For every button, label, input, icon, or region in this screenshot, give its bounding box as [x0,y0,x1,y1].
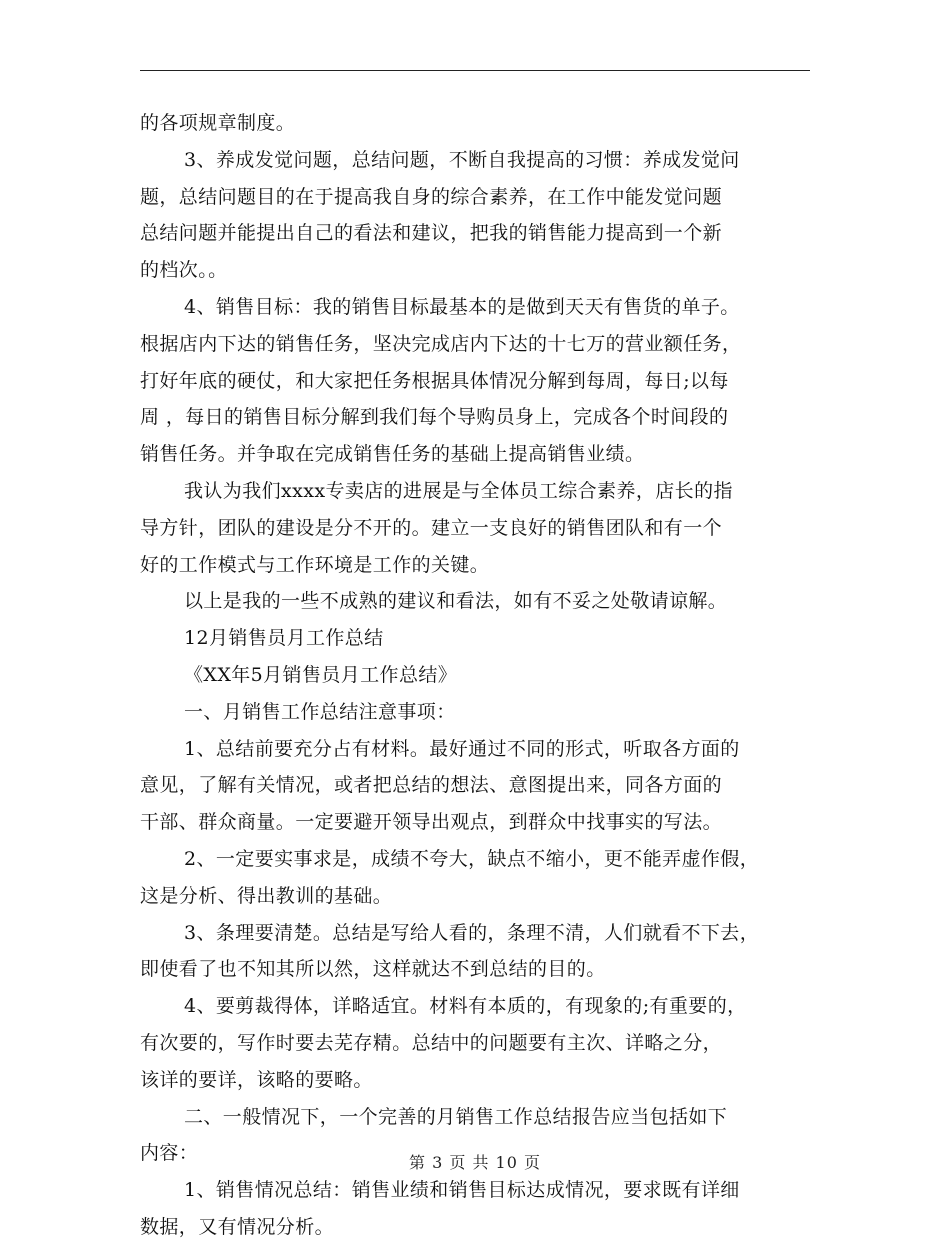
text-line: 4、销售目标：我的销售目标最基本的是做到天天有售货的单子。 [184,295,740,318]
text-line: 有次要的，写作时要去芜存精。总结中的问题要有主次、详略之分， [140,1031,723,1054]
text-line: 12月销售员月工作总结 [184,627,384,650]
text-line: 打好年底的硬仗，和大家把任务根据具体情况分解到每周，每日;以每 [140,369,729,392]
text-line: 内容： [140,1142,199,1165]
document-body [140,105,810,1246]
text-line: 以上是我的一些不成熟的建议和看法，如有不妥之处敬请谅解。 [184,590,728,613]
text-line: 好的工作模式与工作环境是工作的关键。 [140,553,490,576]
text-line: 导方针，团队的建设是分不开的。建立一支良好的销售团队和有一个 [140,516,723,539]
text-line: 数据，又有情况分析。 [140,1215,335,1238]
page-number: 第 3 页 共 10 页 [409,1153,541,1172]
text-line: 根据店内下达的销售任务，坚决完成店内下达的十七万的营业额任务， [140,332,742,355]
text-line: 4、要剪裁得体，详略适宜。材料有本质的，有现象的;有重要的， [184,995,747,1018]
text-line: 意见，了解有关情况，或者把总结的想法、意图提出来，同各方面的 [140,774,723,797]
text-line: 2、一定要实事求是，成绩不夸大，缺点不缩小，更不能弄虚作假， [184,847,760,870]
text-line: 销售任务。并争取在完成销售任务的基础上提高销售业绩。 [140,443,645,466]
header-rule [140,70,810,71]
text-line: 1、总结前要充分占有材料。最好通过不同的形式，听取各方面的 [184,737,740,760]
text-line: 总结问题并能提出自己的看法和建议，把我的销售能力提高到一个新 [140,222,723,245]
text-line: 即使看了也不知其所以然，这样就达不到总结的目的。 [140,958,606,981]
text-line: 1、销售情况总结：销售业绩和销售目标达成情况，要求既有详细 [184,1179,740,1202]
text-line: 一、月销售工作总结注意事项： [184,700,456,723]
text-line: 题，总结问题目的在于提高我自身的综合素养，在工作中能发觉问题 [140,185,723,208]
text-line: 《XX年5月销售员月工作总结》 [184,663,458,686]
text-line: 3、条理要清楚。总结是写给人看的，条理不清，人们就看不下去， [184,921,760,944]
text-line: 干部、群众商量。一定要避开领导出观点，到群众中找事实的写法。 [140,811,723,834]
text-line: 的档次。。 [140,259,228,282]
text-line: 这是分析、得出教训的基础。 [140,884,393,907]
text-line: 该详的要详，该略的要略。 [140,1068,373,1091]
text-line: 3、养成发觉问题，总结问题，不断自我提高的习惯：养成发觉问 [184,148,740,171]
text-line: 周 ，每日的销售目标分解到我们每个导购员身上，完成各个时间段的 [140,406,729,429]
text-line: 二、一般情况下，一个完善的月销售工作总结报告应当包括如下 [184,1105,728,1128]
text-line: 我认为我们xxxx专卖店的进展是与全体员工综合素养，店长的指 [184,479,733,502]
text-line: 的各项规章制度。 [140,112,296,134]
